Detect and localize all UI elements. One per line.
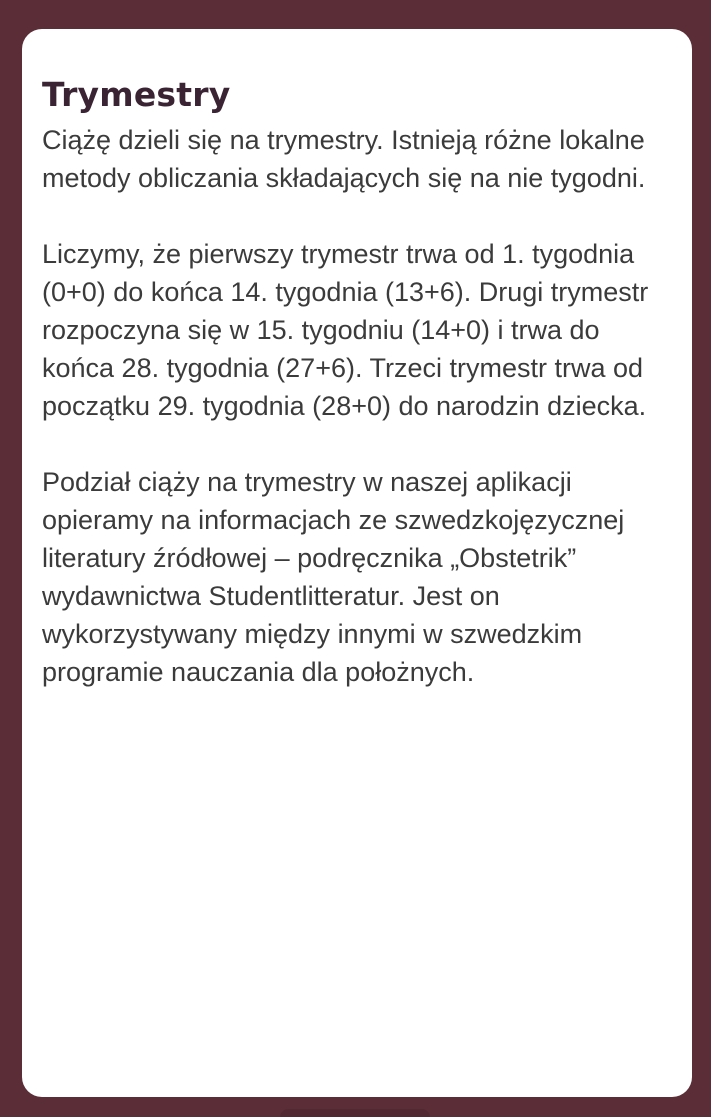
info-card <box>22 29 692 1097</box>
home-indicator <box>280 1109 430 1117</box>
paragraph-source: Podział ciąży na trymestry w naszej aplikacji opieramy na informacjach ze szwedzkojęzycznej literatury źródłowej – podręcznika „Obstetrik” wydawnictwa Studentlitteratur. Jest on wykorzystywany między innymi w szwedzkim programie nauczania dla położnych. <box>42 467 625 687</box>
page-title: Trymestry <box>42 75 231 114</box>
paragraph-trimester-weeks: Liczymy, że pierwszy trymestr trwa od 1. tygodnia (0+0) do końca 14. tygodnia (13+6). Drugi trymestr rozpoczyna się w 15. tygodniu (14+0) i trwa do końca 28. tygodnia (27+6). Trzeci trymestr trwa od początku 29. tygodnia (28+0) do narodzin dziecka. <box>42 239 649 421</box>
paragraph-intro: Ciążę dzieli się na trymestry. Istnieją różne lokalne metody obliczania składających się na nie tygodni. <box>42 125 646 193</box>
